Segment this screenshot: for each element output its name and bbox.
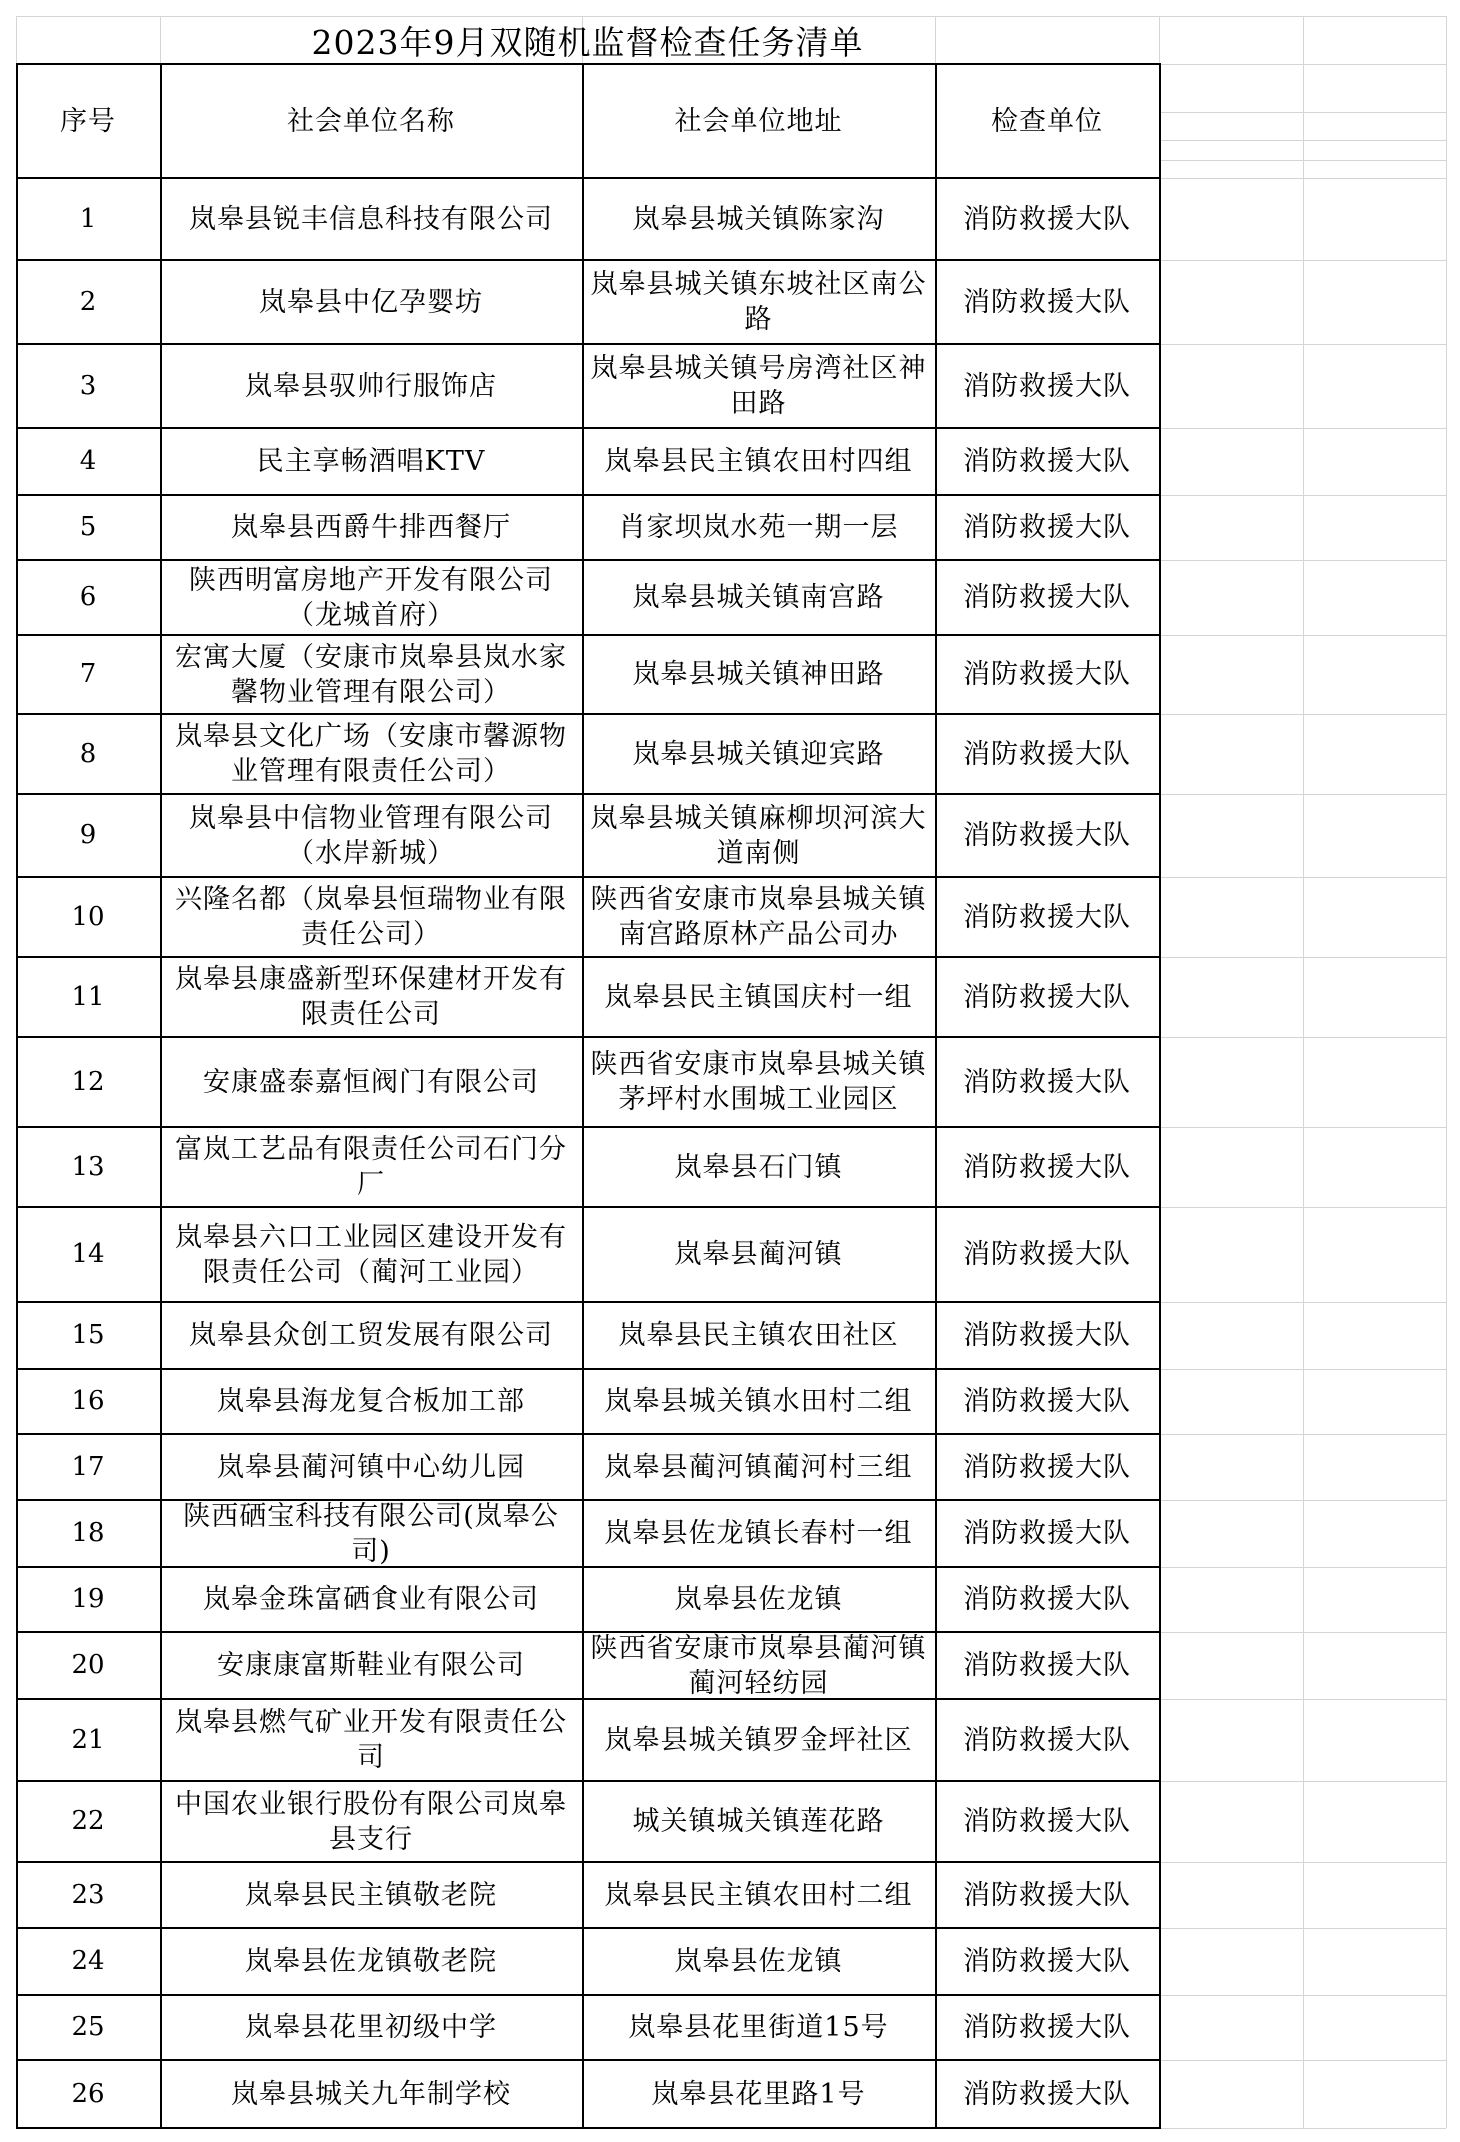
row-inspection-unit: 消防救援大队: [963, 286, 1131, 318]
header-unit-name: 社会单位名称: [287, 105, 455, 137]
row-unit-address: 岚皋县城关镇神田路: [632, 659, 885, 690]
gridline-horizontal: [1159, 140, 1446, 141]
row-seq: 9: [79, 820, 97, 850]
row-inspection-unit: 消防救援大队: [963, 1650, 1131, 1681]
row-unit-address: 岚皋县城关镇号房湾社区神田路: [590, 353, 927, 419]
row-seq: 13: [71, 1151, 105, 1182]
row-unit-address: 陕西省安康市岚皋县蔺河镇蔺河轻纺园: [590, 1632, 927, 1699]
table-border-horizontal: [16, 634, 1161, 636]
row-unit-name: 民主享畅酒唱KTV: [256, 446, 486, 477]
header-seq: 序号: [60, 105, 116, 137]
gridline-horizontal: [1159, 112, 1446, 113]
table-border-horizontal: [16, 1126, 1161, 1128]
row-seq: 11: [71, 981, 105, 1012]
row-inspection-unit: 消防救援大队: [963, 512, 1131, 543]
table-border-horizontal: [16, 259, 1161, 261]
row-unit-address: 肖家坝岚水苑一期一层: [618, 512, 899, 543]
row-unit-name: 岚皋县六口工业园区建设开发有限责任公司（蔺河工业园）: [175, 1221, 567, 1288]
table-border-horizontal: [16, 1206, 1161, 1208]
row-unit-address: 岚皋县民主镇农田村二组: [604, 1879, 913, 1911]
row-unit-address: 岚皋县城关镇南宫路: [632, 582, 885, 613]
row-inspection-unit: 消防救援大队: [963, 981, 1131, 1013]
row-unit-address: 岚皋县花里街道15号: [628, 2012, 889, 2043]
table-border-horizontal: [16, 559, 1161, 561]
sheet-title: 2023年9月双随机监督检查任务清单: [311, 22, 864, 62]
row-unit-address: 岚皋县蔺河镇: [674, 1239, 843, 1270]
row-unit-address: 岚皋县佐龙镇: [674, 1946, 843, 1977]
row-inspection-unit: 消防救援大队: [963, 1451, 1131, 1483]
table-border-horizontal: [16, 1433, 1161, 1435]
row-seq: 14: [71, 1239, 105, 1269]
row-seq: 19: [71, 1584, 105, 1614]
row-inspection-unit: 消防救援大队: [963, 1239, 1131, 1270]
table-border-horizontal: [16, 1301, 1161, 1303]
row-unit-name: 岚皋县中亿孕婴坊: [259, 286, 483, 318]
table-border-horizontal: [16, 427, 1161, 429]
table-border-horizontal: [16, 1631, 1161, 1633]
row-unit-name: 岚皋县城关九年制学校: [231, 2078, 511, 2110]
row-inspection-unit: 消防救援大队: [963, 370, 1131, 402]
row-unit-name: 安康康富斯鞋业有限公司: [217, 1650, 525, 1681]
row-seq: 21: [71, 1724, 105, 1755]
row-seq: 24: [71, 1946, 105, 1976]
row-unit-name: 岚皋县燃气矿业开发有限责任公司: [175, 1707, 567, 1773]
row-unit-name: 岚皋县驭帅行服饰店: [245, 370, 497, 402]
row-unit-name: 宏寓大厦（安康市岚皋县岚水家馨物业管理有限公司）: [175, 641, 567, 708]
row-unit-address: 岚皋县城关镇罗金坪社区: [604, 1724, 913, 1756]
gridline-vertical: [1303, 16, 1304, 2128]
table-border-vertical: [1159, 63, 1161, 2129]
row-inspection-unit: 消防救援大队: [963, 1584, 1131, 1615]
row-seq: 12: [71, 1066, 105, 1097]
row-seq: 5: [79, 512, 97, 542]
row-inspection-unit: 消防救援大队: [963, 446, 1131, 477]
row-unit-address: 陕西省安康市岚皋县城关镇南宫路原林产品公司办: [590, 884, 927, 950]
table-border-horizontal: [16, 1780, 1161, 1782]
row-unit-address: 岚皋县民主镇农田村四组: [604, 446, 913, 477]
row-seq: 10: [71, 901, 105, 932]
row-seq: 1: [79, 203, 97, 234]
table-border-horizontal: [16, 343, 1161, 345]
table-border-horizontal: [16, 1994, 1161, 1996]
table-border-horizontal: [16, 1698, 1161, 1700]
row-seq: 7: [79, 659, 97, 689]
table-border-horizontal: [16, 1927, 1161, 1929]
row-seq: 20: [71, 1650, 105, 1680]
table-border-vertical: [16, 63, 18, 2129]
row-unit-address: 岚皋县民主镇农田社区: [618, 1320, 899, 1351]
row-inspection-unit: 消防救援大队: [963, 1386, 1131, 1417]
table-border-horizontal: [16, 494, 1161, 496]
row-unit-name: 岚皋县众创工贸发展有限公司: [189, 1320, 553, 1351]
row-inspection-unit: 消防救援大队: [963, 1518, 1131, 1549]
row-unit-address: 岚皋县城关镇陈家沟: [632, 203, 885, 235]
table-border-horizontal: [16, 1499, 1161, 1501]
row-inspection-unit: 消防救援大队: [963, 1806, 1131, 1837]
row-inspection-unit: 消防救援大队: [963, 901, 1131, 933]
row-seq: 17: [71, 1451, 105, 1482]
row-unit-name: 岚皋县康盛新型环保建材开发有限责任公司: [175, 964, 567, 1030]
row-inspection-unit: 消防救援大队: [963, 1320, 1131, 1351]
table-border-vertical: [935, 63, 937, 2129]
table-border-vertical: [582, 63, 584, 2129]
row-unit-name: 岚皋县花里初级中学: [245, 2012, 497, 2043]
row-inspection-unit: 消防救援大队: [963, 1879, 1131, 1911]
row-unit-name: 岚皋县蔺河镇中心幼儿园: [217, 1451, 525, 1483]
row-seq: 6: [79, 582, 97, 612]
table-border-horizontal: [16, 177, 1161, 179]
row-unit-address: 岚皋县佐龙镇: [674, 1584, 843, 1615]
row-seq: 16: [71, 1386, 105, 1416]
row-inspection-unit: 消防救援大队: [963, 659, 1131, 690]
row-unit-name: 岚皋县民主镇敬老院: [245, 1879, 497, 1911]
row-inspection-unit: 消防救援大队: [963, 1066, 1131, 1098]
row-unit-address: 岚皋县蔺河镇蔺河村三组: [604, 1451, 913, 1483]
row-unit-name: 岚皋县锐丰信息科技有限公司: [189, 203, 553, 235]
row-unit-address: 岚皋县民主镇国庆村一组: [604, 981, 913, 1013]
gridline-vertical: [1446, 16, 1447, 2128]
table-border-vertical: [160, 63, 162, 2129]
row-inspection-unit: 消防救援大队: [963, 2012, 1131, 2043]
row-unit-address: 岚皋县城关镇迎宾路: [632, 738, 885, 770]
row-unit-address: 岚皋县城关镇麻柳坝河滨大道南侧: [590, 802, 927, 869]
table-border-horizontal: [16, 2059, 1161, 2061]
header-inspection-unit: 检查单位: [991, 105, 1103, 137]
row-unit-address: 陕西省安康市岚皋县城关镇茅坪村水围城工业园区: [590, 1049, 927, 1115]
table-border-horizontal: [16, 63, 1161, 65]
row-unit-address: 岚皋县城关镇东坡社区南公路: [590, 269, 927, 335]
row-inspection-unit: 消防救援大队: [963, 1724, 1131, 1756]
row-unit-name: 中国农业银行股份有限公司岚皋县支行: [175, 1788, 567, 1855]
row-seq: 2: [79, 286, 97, 317]
row-unit-name: 岚皋县中信物业管理有限公司（水岸新城）: [189, 802, 553, 869]
row-unit-name: 岚皋县西爵牛排西餐厅: [231, 512, 511, 543]
table-border-horizontal: [16, 1036, 1161, 1038]
row-seq: 23: [71, 1879, 105, 1910]
row-unit-name: 岚皋县佐龙镇敬老院: [245, 1946, 497, 1977]
table-border-horizontal: [16, 1368, 1161, 1370]
row-unit-name: 陕西硒宝科技有限公司(岚皋公司): [183, 1500, 559, 1567]
row-unit-address: 岚皋县石门镇: [674, 1151, 843, 1183]
table-border-horizontal: [16, 2127, 1161, 2129]
row-seq: 8: [79, 738, 97, 769]
header-unit-address: 社会单位地址: [674, 105, 843, 137]
table-border-horizontal: [16, 1861, 1161, 1863]
gridline-horizontal: [1159, 160, 1446, 161]
table-border-horizontal: [16, 876, 1161, 878]
row-seq: 26: [71, 2078, 105, 2109]
row-unit-name: 富岚工艺品有限责任公司石门分厂: [175, 1134, 567, 1200]
row-inspection-unit: 消防救援大队: [963, 2078, 1131, 2110]
row-unit-address: 岚皋县花里路1号: [651, 2078, 866, 2110]
row-inspection-unit: 消防救援大队: [963, 1946, 1131, 1977]
row-unit-name: 安康盛泰嘉恒阀门有限公司: [203, 1066, 539, 1098]
row-unit-name: 岚皋县文化广场（安康市馨源物业管理有限责任公司）: [175, 721, 567, 787]
row-unit-address: 岚皋县佐龙镇长春村一组: [604, 1518, 913, 1549]
row-inspection-unit: 消防救援大队: [963, 582, 1131, 613]
row-unit-name: 陕西明富房地产开发有限公司（龙城首府）: [189, 564, 553, 631]
row-unit-name: 岚皋县海龙复合板加工部: [217, 1386, 525, 1417]
row-unit-address: 岚皋县城关镇水田村二组: [604, 1386, 913, 1417]
table-border-horizontal: [16, 1566, 1161, 1568]
row-inspection-unit: 消防救援大队: [963, 738, 1131, 770]
row-unit-name: 岚皋金珠富硒食业有限公司: [203, 1584, 539, 1615]
row-seq: 18: [71, 1518, 105, 1548]
row-seq: 22: [71, 1806, 105, 1836]
row-seq: 3: [79, 370, 97, 401]
row-seq: 4: [79, 446, 97, 476]
row-inspection-unit: 消防救援大队: [963, 203, 1131, 235]
table-border-horizontal: [16, 713, 1161, 715]
row-inspection-unit: 消防救援大队: [963, 820, 1131, 851]
row-seq: 25: [71, 2012, 105, 2042]
table-border-horizontal: [16, 956, 1161, 958]
row-unit-address: 城关镇城关镇莲花路: [632, 1806, 885, 1837]
row-unit-name: 兴隆名都（岚皋县恒瑞物业有限责任公司）: [175, 884, 567, 950]
table-border-horizontal: [16, 793, 1161, 795]
row-seq: 15: [71, 1320, 105, 1350]
row-inspection-unit: 消防救援大队: [963, 1151, 1131, 1183]
